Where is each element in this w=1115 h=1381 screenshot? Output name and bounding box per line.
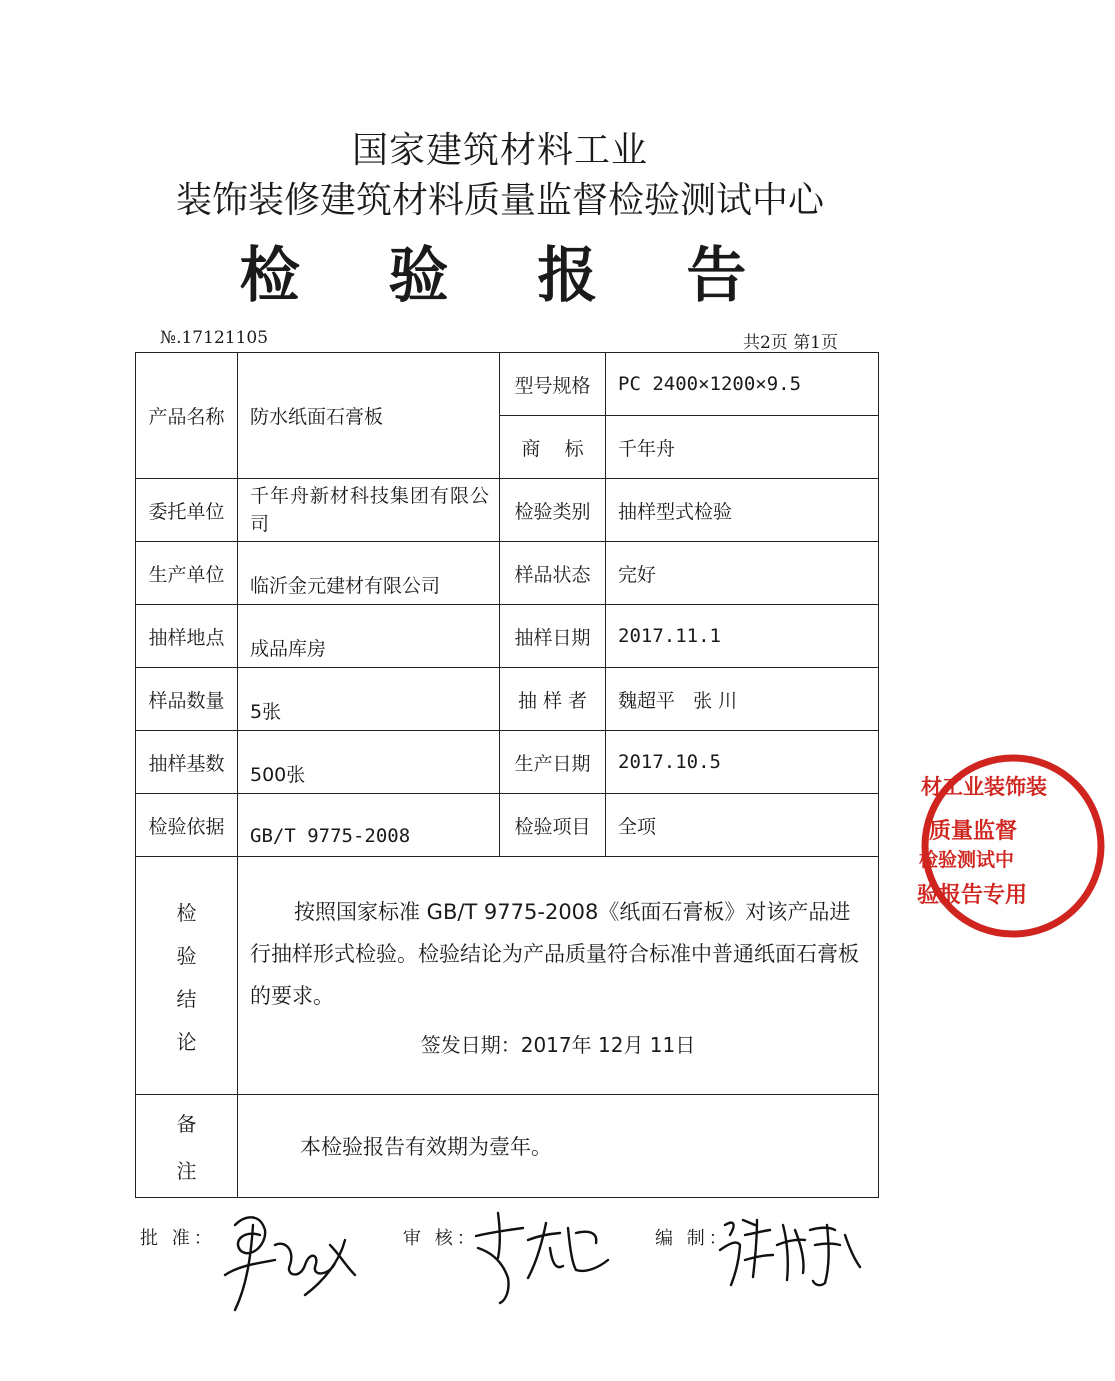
value-sample-quantity: 5张 <box>238 668 500 731</box>
label-product-name: 产品名称 <box>136 353 238 479</box>
label-sampling-place: 抽样地点 <box>136 605 238 668</box>
seal-text-line: 材工业装饰装 <box>921 774 1047 799</box>
label-manufacturer: 生产单位 <box>136 542 238 605</box>
label-sampler: 抽 样 者 <box>500 668 606 731</box>
value-sampler: 魏超平 张 川 <box>606 668 879 731</box>
report-title: 检 验 报 告 <box>239 241 781 311</box>
compile-label: 编 制： <box>655 1228 731 1249</box>
seal-text-line: 质量监督 <box>929 818 1018 844</box>
value-inspection-basis: GB/T 9775-2008 <box>238 794 500 857</box>
label-conclusion <box>136 857 238 1095</box>
label-inspection-type: 检验类别 <box>500 479 606 542</box>
label-sampling-date: 抽样日期 <box>500 605 606 668</box>
header-org-line2: 装饰装修建筑材料质量监督检验测试中心 <box>175 180 824 221</box>
sign-date: 签发日期：2017年 12月 11日 <box>420 1033 696 1057</box>
seal-text-line: 验报告专用 <box>917 882 1028 908</box>
value-sampling-base: 500张 <box>238 731 500 794</box>
remark-char: 注 <box>176 1159 197 1183</box>
label-production-date: 生产日期 <box>500 731 606 794</box>
value-sampling-date: 2017.11.1 <box>606 605 879 668</box>
label-sampling-base: 抽样基数 <box>136 731 238 794</box>
value-product-name: 防水纸面石膏板 <box>238 353 500 479</box>
label-inspection-basis: 检验依据 <box>136 794 238 857</box>
remark-cell <box>238 1095 879 1198</box>
inspection-seal-stamp <box>915 752 1115 940</box>
label-remark <box>136 1095 238 1198</box>
value-model-spec: PC 2400×1200×9.5 <box>606 353 879 416</box>
label-inspection-items: 检验项目 <box>500 794 606 857</box>
conclusion-char: 验 <box>176 943 197 968</box>
conclusion-char: 论 <box>176 1029 197 1054</box>
value-client: 千年舟新材科技集团有限公司 <box>238 479 500 542</box>
approve-label: 批 准： <box>140 1228 216 1249</box>
label-trademark: 商 标 <box>500 416 606 479</box>
value-sample-state: 完好 <box>606 542 879 605</box>
document-number: №.17121105 <box>160 328 269 348</box>
label-sample-quantity: 样品数量 <box>136 668 238 731</box>
compile-signature <box>715 1205 865 1295</box>
label-sample-state: 样品状态 <box>500 542 606 605</box>
page-info: 共2页 第1页 <box>742 333 838 353</box>
value-manufacturer: 临沂金元建材有限公司 <box>238 542 500 605</box>
label-model-spec: 型号规格 <box>500 353 606 416</box>
value-production-date: 2017.10.5 <box>606 731 879 794</box>
header-org-line1: 国家建筑材料工业 <box>351 130 648 171</box>
conclusion-char: 结 <box>176 986 197 1011</box>
approve-signature <box>205 1205 365 1320</box>
conclusion-cell <box>238 857 879 1095</box>
value-inspection-type: 抽样型式检验 <box>606 479 879 542</box>
value-inspection-items: 全项 <box>606 794 879 857</box>
remark-text: 本检验报告有效期为壹年。 <box>300 1135 552 1159</box>
conclusion-char: 检 <box>176 900 197 925</box>
conclusion-text: 按照国家标准 GB/T 9775-2008《纸面石膏板》对该产品进行抽样形式检验。检验结论为产品质量符合标准中普通纸面石膏板的要求。 <box>250 900 859 1008</box>
report-table <box>135 352 879 1198</box>
review-signature <box>468 1208 618 1308</box>
review-label: 审 核： <box>403 1228 479 1249</box>
value-trademark: 千年舟 <box>606 416 879 479</box>
label-client: 委托单位 <box>136 479 238 542</box>
seal-text-line: 检验测试中 <box>919 849 1015 871</box>
remark-char: 备 <box>176 1112 197 1136</box>
value-sampling-place: 成品库房 <box>238 605 500 668</box>
